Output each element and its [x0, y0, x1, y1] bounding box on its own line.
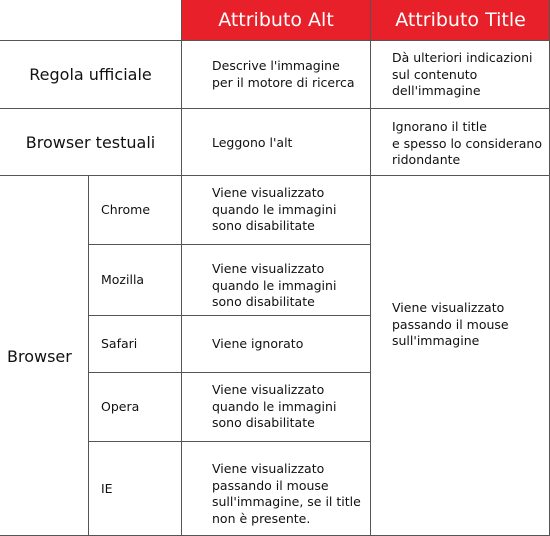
ie-alt-line: sull'immagine, se il title — [212, 494, 361, 509]
grid-line — [88, 244, 371, 245]
browser-name-safari — [101, 316, 137, 372]
testuali-title-line: Ignorano il title — [392, 119, 487, 134]
grid-line — [88, 175, 89, 536]
grid-line — [88, 372, 371, 373]
ie-alt-line: passando il mouse — [212, 477, 329, 493]
mozilla-alt-line: sono disabilitate — [212, 294, 315, 309]
header-title-label: Attributo Title — [395, 9, 526, 31]
opera-alt-line: Viene visualizzato — [212, 382, 325, 397]
chrome-alt-line: quando le immagini — [212, 201, 337, 217]
browser-title-line: Viene visualizzato — [392, 300, 505, 315]
chrome-alt — [212, 185, 336, 235]
regola-alt-line: per il motore di ricerca — [212, 74, 355, 90]
browser-name-mozilla — [101, 245, 144, 315]
header-alt — [182, 0, 370, 40]
testuali-title-line: ridondante — [392, 152, 461, 167]
browser-name-chrome — [101, 176, 150, 244]
safari-alt — [212, 316, 303, 372]
grid-line — [0, 108, 550, 109]
row-label-regola — [0, 41, 181, 108]
regola-alt — [212, 58, 355, 91]
browser-name-text: Chrome — [101, 201, 151, 217]
safari-alt-line: Viene ignorato — [212, 335, 304, 351]
regola-title-line: Dà ulteriori indicazioni — [392, 50, 533, 65]
row-label-browser — [0, 176, 88, 536]
browser-name-text: Mozilla — [101, 271, 145, 287]
row-label-browser-text: Browser — [7, 346, 72, 366]
regola-title-line: sul contenuto — [392, 66, 478, 82]
browser-name-text: Safari — [101, 335, 138, 351]
grid-line — [0, 175, 550, 176]
opera-alt — [212, 382, 336, 432]
regola-title — [392, 50, 533, 100]
testuali-title-line: e spesso lo considerano — [392, 135, 542, 151]
browser-title-line: passando il mouse — [392, 316, 509, 332]
chrome-alt-line: Viene visualizzato — [212, 185, 325, 200]
header-alt-label: Attributo Alt — [218, 9, 334, 31]
mozilla-alt-line: quando le immagini — [212, 277, 337, 293]
testuali-alt-line: Leggono l'alt — [212, 135, 293, 150]
grid-line — [88, 441, 371, 442]
chrome-alt-line: sono disabilitate — [212, 218, 315, 233]
opera-alt-line: sono disabilitate — [212, 415, 315, 430]
row-label-testuali-text: Browser testuali — [25, 132, 156, 152]
browser-name-text: IE — [101, 480, 113, 496]
testuali-alt — [212, 135, 292, 152]
ie-alt-line: Viene visualizzato — [212, 461, 325, 476]
testuali-title — [392, 119, 542, 169]
ie-alt — [212, 461, 361, 527]
regola-alt-line: Descrive l'immagine — [212, 58, 340, 73]
browser-name-ie — [101, 442, 113, 536]
grid-line — [0, 40, 550, 41]
opera-alt-line: quando le immagini — [212, 398, 337, 414]
regola-title-line: dell'immagine — [392, 83, 481, 98]
mozilla-alt-line: Viene visualizzato — [212, 261, 325, 276]
grid-line — [88, 315, 371, 316]
ie-alt-line: non è presente. — [212, 510, 311, 526]
grid-line — [370, 0, 371, 536]
browser-title-line: sull'immagine — [392, 333, 480, 348]
browser-name-opera — [101, 373, 139, 441]
header-title — [371, 0, 550, 40]
row-label-regola-text: Regola ufficiale — [29, 65, 152, 84]
browser-title — [392, 300, 509, 350]
row-label-testuali — [0, 109, 181, 175]
grid-line — [181, 0, 182, 536]
browser-name-text: Opera — [101, 398, 140, 414]
mozilla-alt — [212, 261, 336, 311]
